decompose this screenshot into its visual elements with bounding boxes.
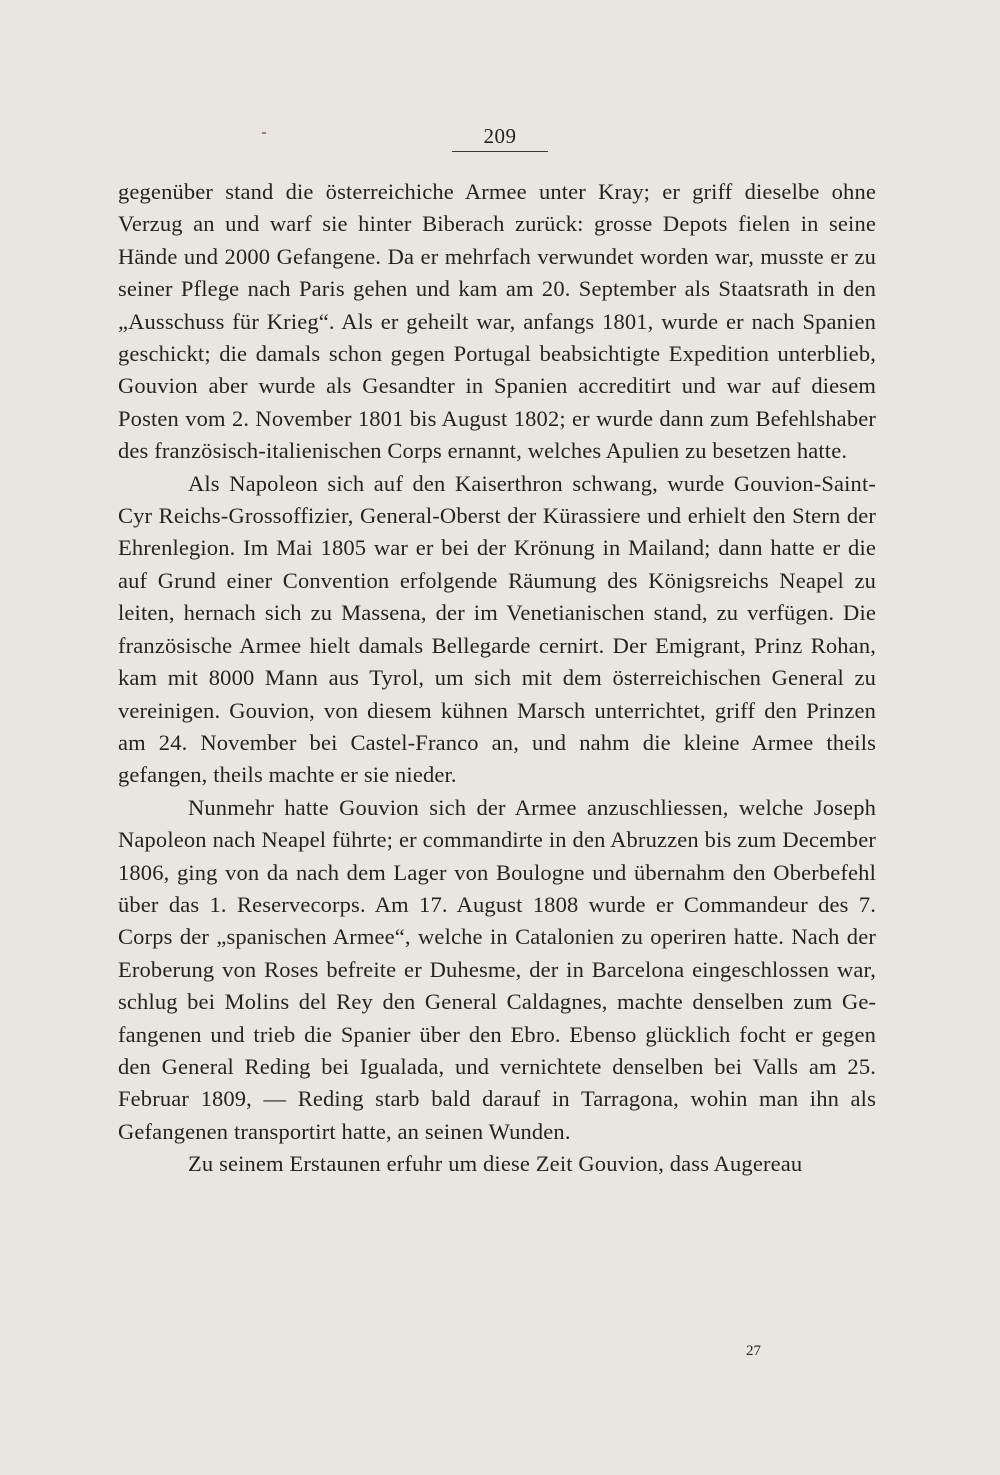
body-text (118, 176, 876, 1181)
paragraph: Nunmehr hatte Gouvion sich der Armee anzuschliessen, welche Joseph Napoleon nach Neapel führte; er commandirte in den Abruzzen bis zum December 1806, ging von da nach dem Lager von Boulogne und übernahm den Oberbefehl über das 1. Reservecorps. Am 17. August 1808 wurde er Commandeur des 7. Corps der „spanischen Armee“, welche in Catalonien zu operiren hatte. Nach der Eroberung von Roses befreite er Duhesme, der in Barcelona eingeschlossen war, schlug bei Molins del Rey den General Caldagnes, machte denselben zum Gefangenen und trieb die Spanier über den Ebro. Ebenso glücklich focht er gegen den General Reding bei Igualada, und vernichtete denselben bei Valls am 25. Februar 1809, — Reding starb bald darauf in Tarragona, wohin man ihn als Gefangenen transportirt hatte, an seinen Wunden. (118, 794, 876, 1144)
paragraph: Zu seinem Erstaunen erfuhr um diese Zeit Gouvion, dass Augereau (188, 1151, 803, 1177)
print-speck (262, 132, 266, 134)
paragraph: gegenüber stand die österreichiche Armee unter Kray; er griff dieselbe ohne Verzug an und warf sie hinter Biberach zurück: grosse Depots fielen in seine Hände und 2000 Gefangene. Da er mehrfach verwundet worden war, musste er zu seiner Pflege nach Paris gehen und kam am 20. September als Staatsrath in den „Ausschuss für Krieg“. Als er geheilt war, anfangs 1801, wurde er nach Spanien geschickt; die damals schon gegen Portugal beabsichtigte Expedition unterblieb, Gouvion aber wurde als Gesandter in Spanien accreditirt und war auf diesem Posten vom 2. November 1801 bis August 1802; er wurde dann zum Befehlshaber des französisch-italienischen Corps ernannt, welches Apulien zu besetzen hatte. (118, 179, 876, 464)
page-number: 209 (483, 124, 517, 148)
signature-mark: 27 (746, 1343, 761, 1359)
page-number-rule (452, 151, 548, 152)
paragraph: Als Napoleon sich auf den Kaiserthron schwang, wurde Gouvion-Saint-Cyr Reichs-Grossoffizier, General-Oberst der Kürassiere und erhielt den Stern der Ehrenlegion. Im Mai 1805 war er bei der Krönung in Mailand; dann hatte er die auf Grund einer Convention erfolgende Räumung des Königsreichs Neapel zu leiten, hernach sich zu Massena, der im Venetianischen stand, zu verfügen. Die französische Armee hielt damals Bellegarde cernirt. Der Emigrant, Prinz Rohan, kam mit 8000 Mann aus Tyrol, um sich mit dem österreichischen General zu vereinigen. Gouvion, von diesem kühnen Marsch unterrichtet, griff den Prinzen am 24. November bei Castel-Franco an, und nahm die kleine Armee theils gefangen, theils machte er sie nieder. (118, 470, 876, 788)
